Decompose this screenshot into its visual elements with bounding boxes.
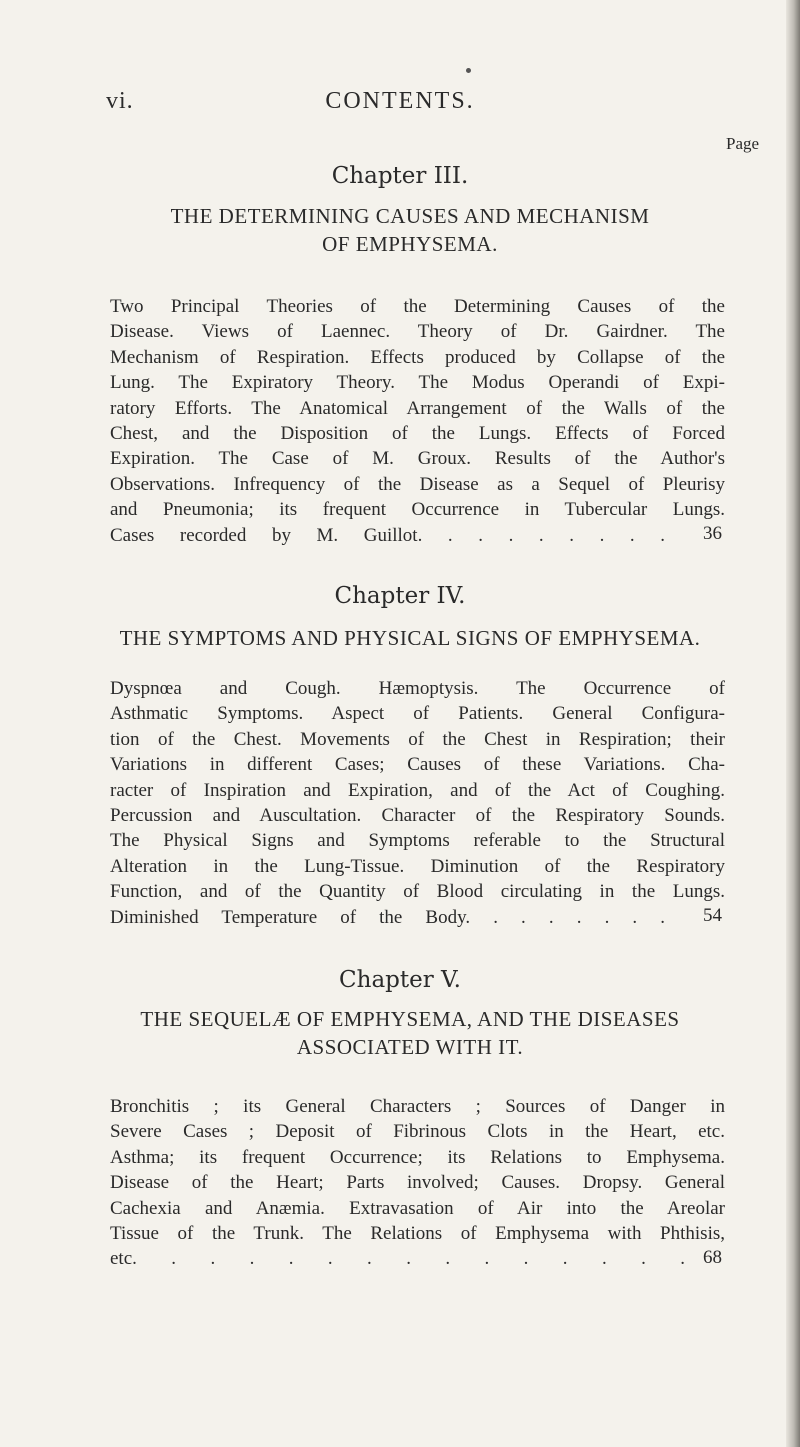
chapter-4-title (70, 624, 750, 652)
page-folio: vi. (106, 88, 134, 114)
summary-line: Dyspnœa and Cough. Hæmoptysis. The Occurrence of (110, 678, 725, 699)
summary-line: Cases recorded by M. Guillot. . . . . . . . . (110, 524, 665, 546)
chapter-3-page-number: 36 (703, 523, 722, 544)
summary-line: Function, and of the Quantity of Blood circulating in the Lungs. (110, 881, 725, 903)
summary-line: Diminished Temperature of the Body. . . . . . . . (110, 906, 665, 928)
chapter-4-label: Chapter IV. (334, 583, 466, 609)
chapter-4-title-line: THE SYMPTOMS AND PHYSICAL SIGNS OF EMPHYSEMA. (119, 626, 701, 650)
chapter-3-summary (110, 294, 725, 548)
summary-line: and Pneumonia; its frequent Occurrence in Tubercular Lungs. (110, 499, 725, 521)
summary-line: Tissue of the Trunk. The Relations of Emphysema with Phthisis, (110, 1223, 725, 1245)
chapter-5-title-line: THE SEQUELÆ OF EMPHYSEMA, AND THE DISEASES (140, 1007, 680, 1031)
chapter-5-page-number: 68 (703, 1247, 722, 1268)
summary-line: etc. . . . . . . . . . . . . . . (110, 1248, 685, 1270)
summary-line: Expiration. The Case of M. Groux. Results of the Author's (110, 448, 725, 470)
chapter-3-title-line: OF EMPHYSEMA. (322, 232, 498, 256)
summary-line: Asthmatic Symptoms. Aspect of Patients. General Configura- (110, 703, 725, 725)
chapter-5-summary (110, 1094, 725, 1272)
chapter-4-page-number: 54 (703, 905, 722, 926)
summary-line: ratory Efforts. The Anatomical Arrangement of the Walls of the (110, 397, 725, 419)
summary-line: Disease of the Heart; Parts involved; Causes. Dropsy. General (110, 1172, 725, 1194)
summary-line: Variations in different Cases; Causes of these Variations. Cha- (110, 754, 725, 776)
summary-line: Lung. The Expiratory Theory. The Modus Operandi of Expi- (110, 372, 725, 394)
summary-line: Two Principal Theories of the Determining Causes of the (110, 296, 725, 317)
running-head (0, 88, 800, 128)
chapter-4-summary (110, 676, 725, 930)
chapter-3-title-line: THE DETERMINING CAUSES AND MECHANISM (170, 204, 650, 228)
summary-line: Percussion and Auscultation. Character of the Respiratory Sounds. (110, 805, 725, 827)
print-speck (466, 68, 471, 73)
chapter-5-label: Chapter V. (339, 967, 461, 993)
page-edge-shadow (786, 0, 800, 1447)
summary-line: Disease. Views of Laennec. Theory of Dr. Gairdner. The (110, 321, 725, 343)
summary-line: Asthma; its frequent Occurrence; its Relations to Emphysema. (110, 1146, 725, 1168)
chapter-5-title (80, 1005, 740, 1061)
summary-line: Severe Cases ; Deposit of Fibrinous Clots in the Heart, etc. (110, 1121, 725, 1143)
chapter-3-label: Chapter III. (331, 163, 469, 189)
summary-line: tion of the Chest. Movements of the Chest in Respiration; their (110, 728, 725, 750)
running-head-title: CONTENTS. (325, 88, 475, 114)
summary-line: Observations. Infrequency of the Disease as a Sequel of Pleurisy (110, 473, 725, 495)
summary-line: racter of Inspiration and Expiration, and of the Act of Coughing. (110, 779, 725, 801)
summary-line: The Physical Signs and Symptoms referable to the Structural (110, 830, 725, 852)
chapter-3-title (80, 202, 740, 258)
summary-line: Mechanism of Respiration. Effects produced by Collapse of the (110, 346, 725, 368)
summary-line: Cachexia and Anæmia. Extravasation of Air into the Areolar (110, 1197, 725, 1219)
chapter-5-title-line: ASSOCIATED WITH IT. (296, 1035, 524, 1059)
summary-line: Alteration in the Lung-Tissue. Diminution of the Respiratory (110, 855, 725, 877)
summary-line: Bronchitis ; its General Characters ; Sources of Danger in (110, 1096, 725, 1117)
page-column-label: Page (726, 134, 760, 153)
summary-line: Chest, and the Disposition of the Lungs. Effects of Forced (110, 423, 725, 445)
